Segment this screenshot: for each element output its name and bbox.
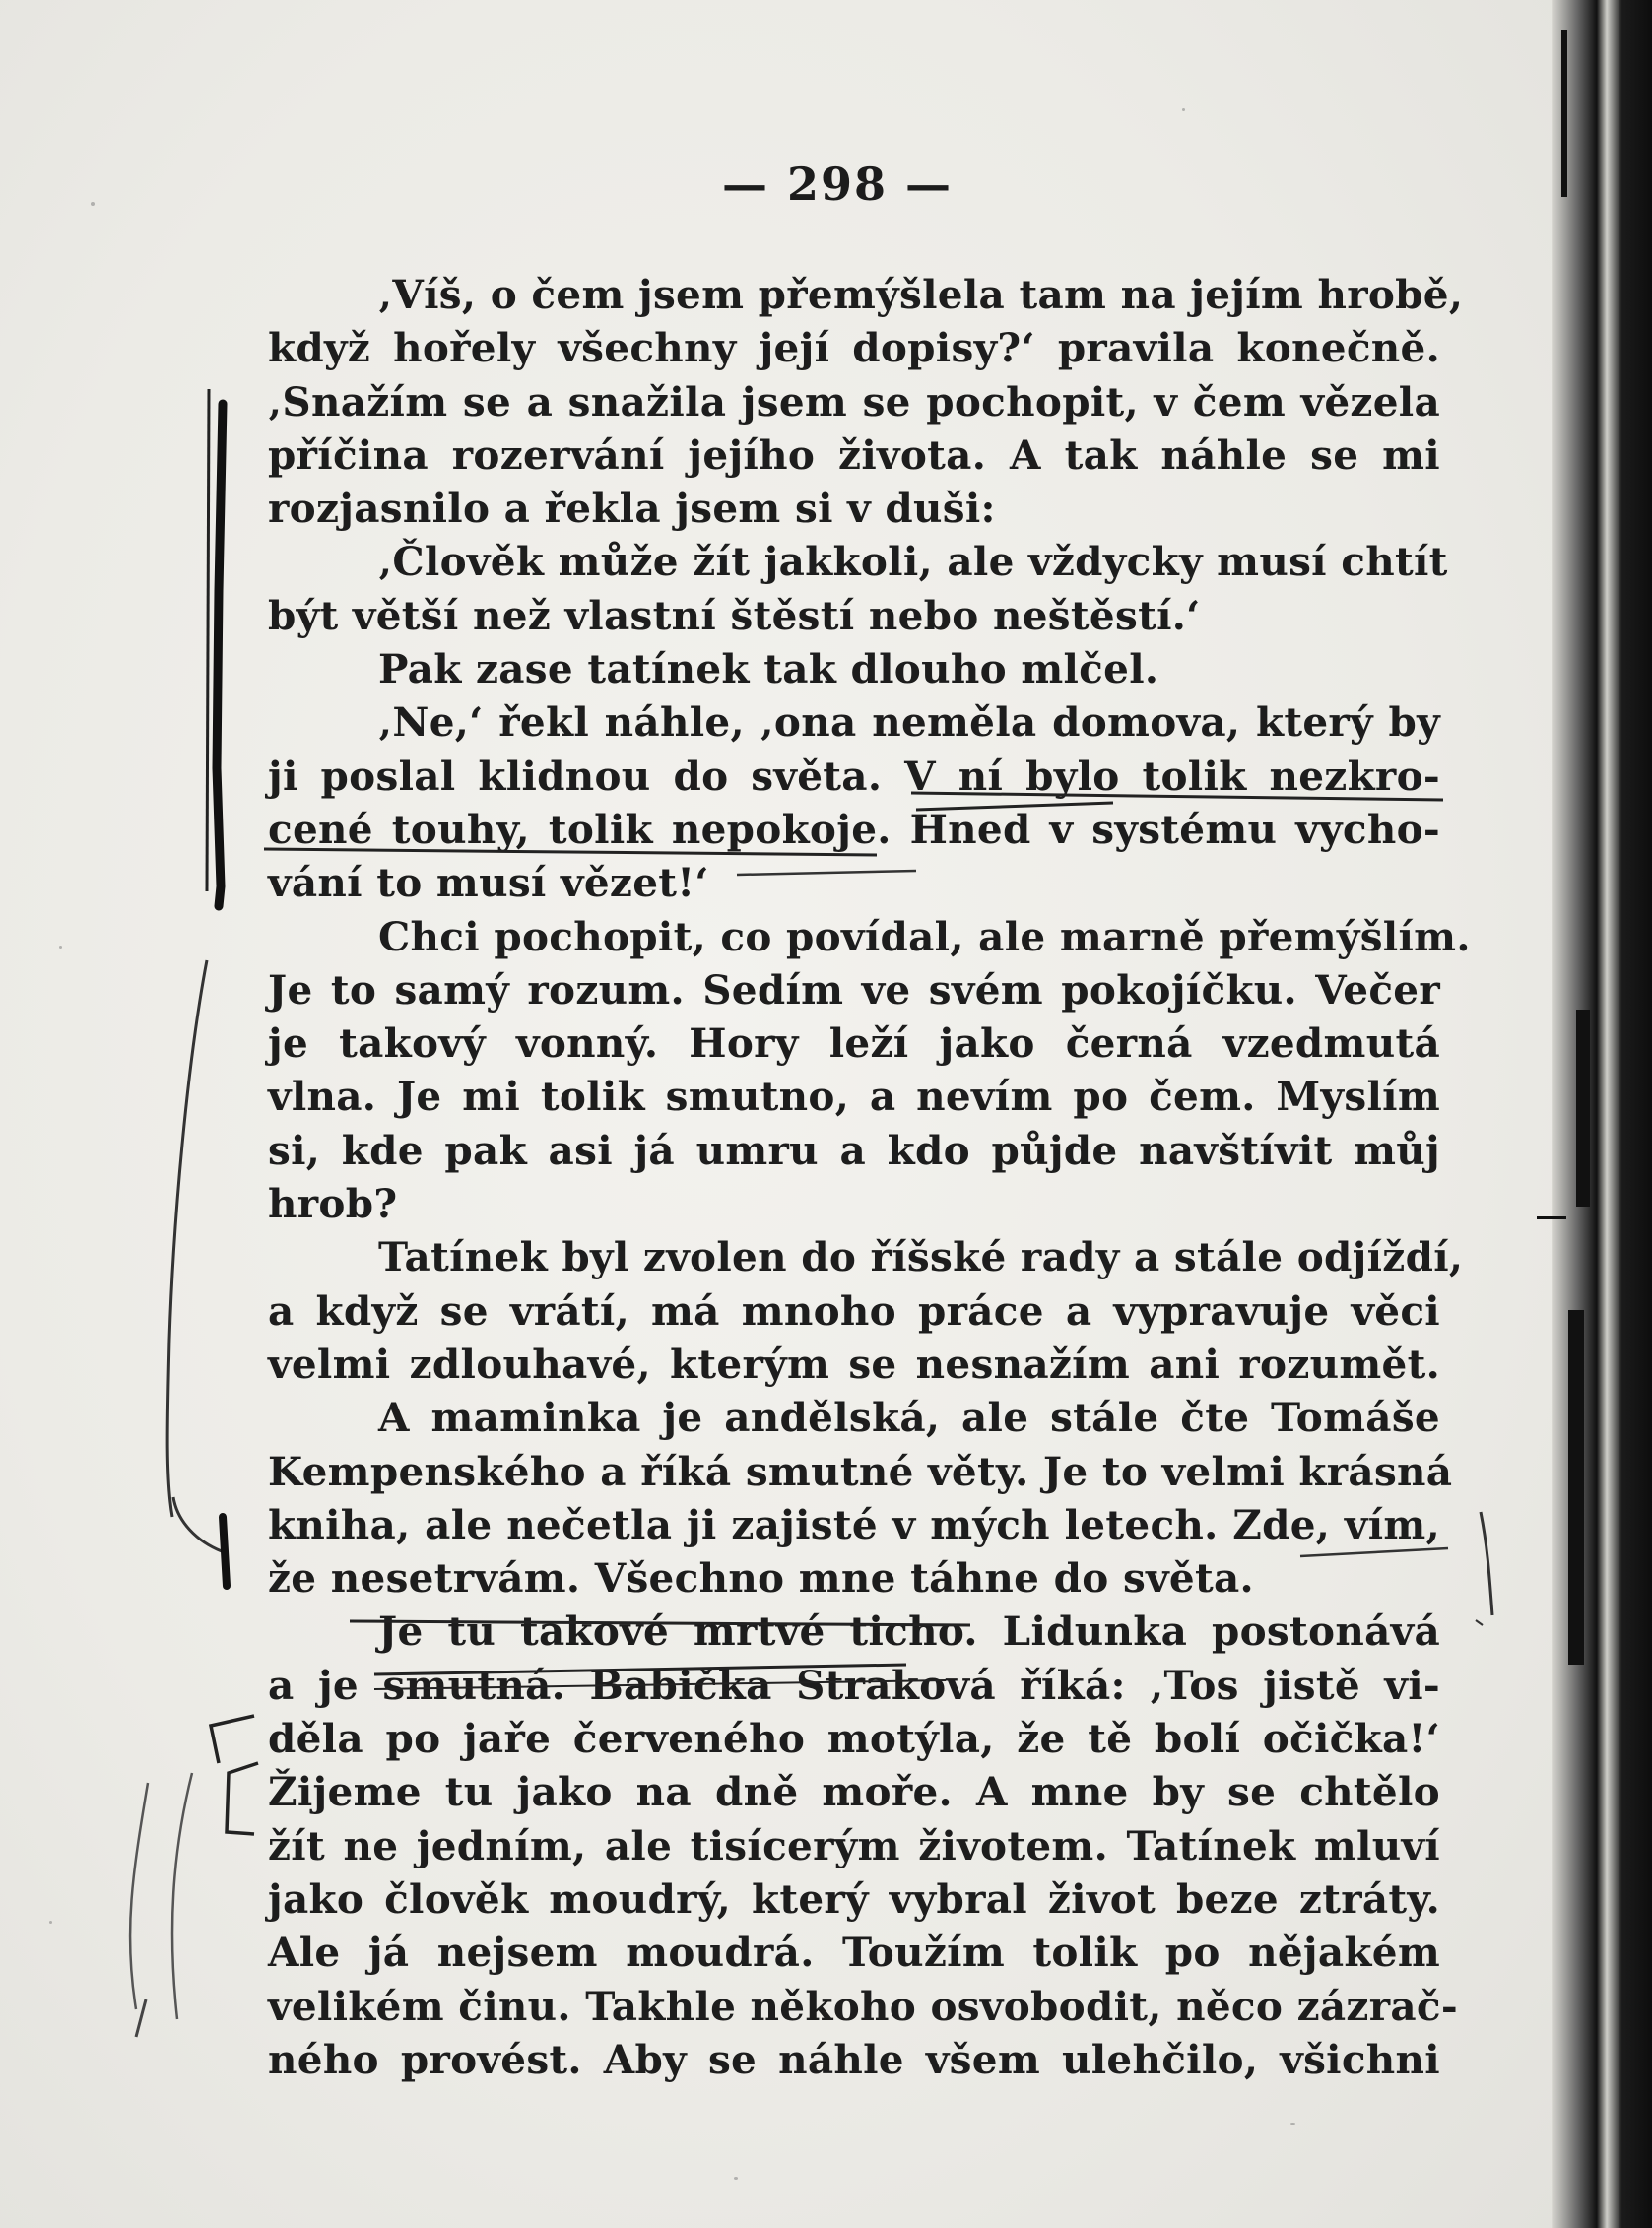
text-line: velmi zdlouhavé, kterým se nesnažím ani rozumět. [268, 1340, 1440, 1388]
text-line: velikém činu. Takhle někoho osvobodit, něco zázrač- [268, 1982, 1458, 2030]
right-margin-mark [1476, 1620, 1483, 1625]
text-line: a je smutná. Babička Straková říká: ‚Tos jistě vi- [268, 1661, 1440, 1709]
page-text [268, 268, 1471, 2086]
margin-right-tick [1481, 1512, 1492, 1615]
text-line: děla po jaře červeného motýla, že tě bolí očička!‘ [268, 1715, 1440, 1763]
pencil-stroke-1 [130, 1783, 148, 2009]
pencil-stroke-3 [136, 1999, 146, 2037]
text-line: ji poslal klidnou do světa. V ní bylo tolik nezkro- [268, 752, 1440, 800]
text-line: ‚Víš, o čem jsem přemýšlela tam na jejím hrobě, [378, 271, 1464, 318]
text-line: kniha, ale nečetla ji zajisté v mých letech. Zde, vím, [268, 1500, 1440, 1548]
text-line: být větší než vlastní štěstí nebo neštěstí.‘ [268, 591, 1201, 639]
scan-speck [91, 202, 95, 206]
margin-bracket-lower [211, 1716, 258, 1834]
scan-speck [734, 2177, 738, 2180]
text-line: ‚Ne,‘ řekl náhle, ‚ona neměla domova, který by [378, 698, 1440, 747]
edge-mark [1568, 1310, 1584, 1665]
pencil-stroke-2 [172, 1773, 192, 2019]
text-line: vání to musí vězet!‘ [268, 859, 709, 907]
text-line: ného provést. Aby se náhle všem ulehčilo, všichni [268, 2035, 1440, 2083]
scan-speck [1290, 2123, 1295, 2125]
text-line: a když se vrátí, má mnoho práce a vypravuje věci [268, 1286, 1440, 1335]
text-line: že nesetrvám. Všechno mne táhne do světa. [268, 1554, 1254, 1603]
scan-speck [1182, 108, 1185, 111]
text-line: vlna. Je mi tolik smutno, a nevím po čem. Myslím [268, 1073, 1440, 1121]
margin-curve [173, 1497, 222, 1551]
text-line: Pak zase tatínek tak dlouho mlčel. [378, 645, 1159, 693]
margin-tick [223, 1517, 227, 1586]
scan-speck [59, 946, 62, 949]
text-line: příčina rozervání jejího života. A tak náhle se mi [268, 430, 1440, 479]
text-line: hrob? [268, 1180, 398, 1228]
edge-mark [1576, 1010, 1590, 1207]
text-line: rozjasnilo a řekla jsem si v duši: [268, 485, 996, 533]
page-edge-shadow [1552, 0, 1652, 2228]
scan-speck [49, 1921, 52, 1924]
text-line: ‚Člověk může žít jakkoli, ale vždycky musí chtít [378, 538, 1448, 586]
text-line: je takový vonný. Hory leží jako černá vzedmutá [268, 1019, 1440, 1068]
text-line: Tatínek byl zvolen do říšské rady a stále odjíždí, [378, 1233, 1464, 1281]
text-line: žít ne jedním, ale tisícerým životem. Tatínek mluví [268, 1821, 1440, 1869]
text-line: ‚Snažím se a snažila jsem se pochopit, v čem vězela [268, 377, 1440, 426]
text-line: když hořely všechny její dopisy?‘ pravila konečně. [268, 324, 1440, 372]
edge-mark [1537, 1216, 1566, 1219]
text-line: Ale já nejsem moudrá. Toužím tolik po nějakém [268, 1929, 1440, 1977]
margin-bracket-thick [217, 404, 223, 906]
text-line: Chci pochopit, co povídal, ale marně přemýšlím. [378, 912, 1471, 960]
text-line: jako člověk moudrý, který vybral život beze ztráty. [268, 1874, 1440, 1923]
text-line: A maminka je andělská, ale stále čte Tomáše [378, 1394, 1440, 1442]
margin-line-long [167, 960, 207, 1517]
edge-mark [1561, 30, 1567, 197]
text-line: Je tu takové mrtvé ticho. Lidunka postonává [378, 1607, 1440, 1656]
text-line: Žijeme tu jako na dně moře. A mne by se chtělo [268, 1768, 1440, 1816]
text-line: cené touhy, tolik nepokoje. Hned v systému vycho- [268, 805, 1440, 853]
text-line: Je to samý rozum. Sedím ve svém pokojíčku. Večer [268, 965, 1440, 1014]
margin-bracket-thin [207, 389, 209, 891]
text-line: si, kde pak asi já umru a kdo půjde navštívit můj [268, 1126, 1440, 1174]
text-line: Kempenského a říká smutné věty. Je to velmi krásná [268, 1447, 1453, 1495]
page-number: — 298 — [721, 158, 954, 211]
